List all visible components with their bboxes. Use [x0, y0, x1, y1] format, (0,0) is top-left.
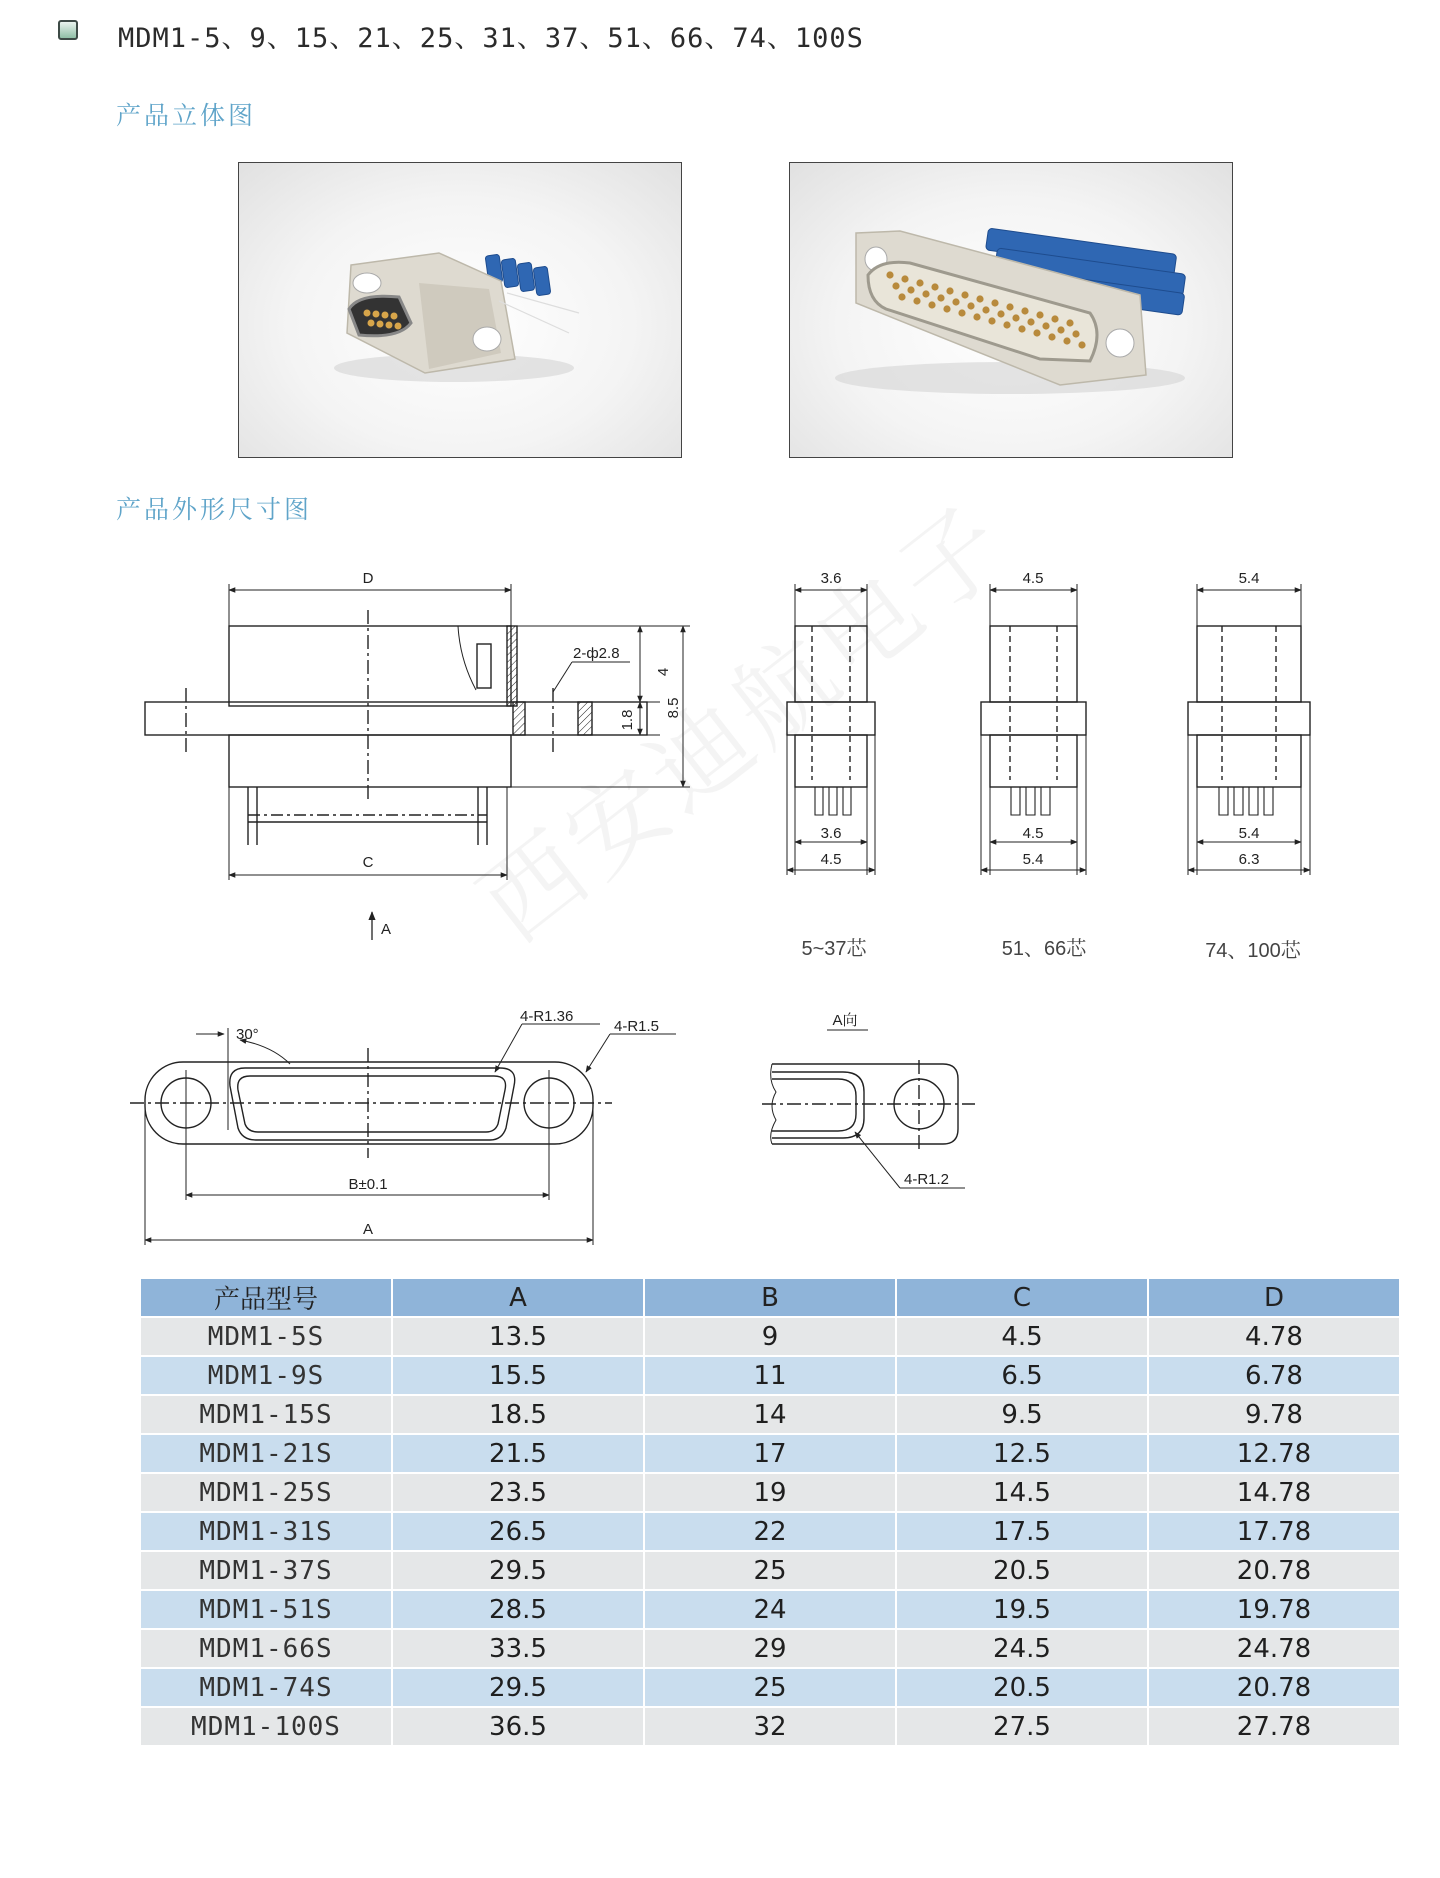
cell-value: 6.5	[897, 1357, 1147, 1396]
cell-model: MDM1-15S	[141, 1396, 391, 1435]
cell-value: 29.5	[393, 1669, 643, 1708]
cell-value: 26.5	[393, 1513, 643, 1552]
a-view-radius-label: 4-R1.2	[904, 1171, 950, 1188]
contact-pin	[943, 305, 950, 312]
cell-model: MDM1-5S	[141, 1318, 391, 1357]
contact-pin	[907, 286, 914, 293]
contact-pin	[931, 283, 938, 290]
cell-value: 25	[645, 1669, 895, 1708]
contact-pin	[958, 309, 965, 316]
table-row	[141, 1435, 1399, 1474]
radius-inner-label: 4-R1.36	[520, 1008, 574, 1025]
ev3-outer-dim: 6.3	[1238, 851, 1260, 868]
contact-pin	[1051, 315, 1058, 322]
contact-pin	[901, 275, 908, 282]
view-arrow-a-label: A	[381, 921, 392, 938]
col-header-b: B	[645, 1279, 895, 1318]
contact-pin	[1033, 329, 1040, 336]
cell-model: MDM1-25S	[141, 1474, 391, 1513]
contact-pin	[1072, 330, 1079, 337]
product-photo-small	[238, 162, 682, 458]
cell-value: 27.78	[1149, 1708, 1399, 1747]
contact-pin	[1027, 318, 1034, 325]
dim-hole-label: 2-ф2.8	[573, 645, 620, 662]
dim-b-label: B±0.1	[348, 1176, 388, 1193]
cell-value: 33.5	[393, 1630, 643, 1669]
cell-value: 15.5	[393, 1357, 643, 1396]
contact-pin	[973, 313, 980, 320]
contact-pin	[928, 301, 935, 308]
cell-value: 4.5	[897, 1318, 1147, 1357]
cell-model: MDM1-51S	[141, 1591, 391, 1630]
cell-value: 12.5	[897, 1435, 1147, 1474]
cell-value: 20.5	[897, 1552, 1147, 1591]
col-header-c: C	[897, 1279, 1147, 1318]
cell-model: MDM1-74S	[141, 1669, 391, 1708]
radius-outer-label: 4-R1.5	[614, 1018, 660, 1035]
cell-model: MDM1-66S	[141, 1630, 391, 1669]
a-view-title: A向	[832, 1012, 858, 1029]
cell-value: 6.78	[1149, 1357, 1399, 1396]
contact-pin	[997, 310, 1004, 317]
contact-pin	[1006, 303, 1013, 310]
cell-value: 24	[645, 1591, 895, 1630]
cell-value: 11	[645, 1357, 895, 1396]
table-row	[141, 1591, 1399, 1630]
dim-4-label: 4	[655, 667, 672, 677]
col-header-a: A	[393, 1279, 643, 1318]
contact-pin	[1021, 307, 1028, 314]
ev3-top-dim: 5.4	[1238, 570, 1260, 587]
cell-value: 9	[645, 1318, 895, 1357]
cell-value: 20.5	[897, 1669, 1147, 1708]
col-header-d: D	[1149, 1279, 1399, 1318]
cell-value: 9.5	[897, 1396, 1147, 1435]
contact-pin	[1063, 337, 1070, 344]
ev1-caption: 5~37芯	[801, 938, 867, 960]
dim-1-8-label: 1.8	[619, 709, 636, 731]
cell-value: 25	[645, 1552, 895, 1591]
contact-pin	[982, 306, 989, 313]
contact-pin	[1018, 325, 1025, 332]
dim-8-5-label: 8.5	[665, 697, 682, 719]
contact-pin	[1078, 341, 1085, 348]
dim-a-label: A	[362, 1221, 374, 1238]
table-row	[141, 1396, 1399, 1435]
cell-value: 17	[645, 1435, 895, 1474]
product-photo-large	[789, 162, 1233, 458]
cell-value: 29	[645, 1630, 895, 1669]
contact-pin	[913, 297, 920, 304]
cell-value: 24.5	[897, 1630, 1147, 1669]
contact-pin	[892, 282, 899, 289]
cell-value: 28.5	[393, 1591, 643, 1630]
ev3-caption: 74、100芯	[1205, 940, 1301, 962]
ev3-inner-dim: 5.4	[1238, 825, 1260, 842]
angle-label: 30°	[236, 1026, 259, 1043]
col-header-model: 产品型号	[141, 1279, 391, 1318]
ev2-outer-dim: 5.4	[1022, 851, 1044, 868]
table-row	[141, 1630, 1399, 1669]
cell-model: MDM1-9S	[141, 1357, 391, 1396]
contact-pin	[922, 290, 929, 297]
drawing-section-label: 产品外形尺寸图	[116, 495, 313, 524]
cell-value: 32	[645, 1708, 895, 1747]
ev2-caption: 51、66芯	[1001, 938, 1087, 960]
cell-value: 19	[645, 1474, 895, 1513]
cell-value: 17.78	[1149, 1513, 1399, 1552]
cell-value: 9.78	[1149, 1396, 1399, 1435]
table-header-row	[141, 1279, 1399, 1318]
contact-pin	[1036, 311, 1043, 318]
table-row	[141, 1357, 1399, 1396]
contact-pin	[1003, 321, 1010, 328]
dimension-drawing	[0, 540, 1440, 1260]
cell-value: 20.78	[1149, 1669, 1399, 1708]
cell-value: 14	[645, 1396, 895, 1435]
cell-value: 19.78	[1149, 1591, 1399, 1630]
cell-value: 20.78	[1149, 1552, 1399, 1591]
contact-pin	[937, 294, 944, 301]
ev1-top-dim: 3.6	[820, 570, 842, 587]
ev1-inner-dim: 3.6	[820, 825, 842, 842]
contact-pin	[946, 287, 953, 294]
contact-pin	[961, 291, 968, 298]
title-bullet-icon	[58, 20, 78, 40]
contact-pin	[886, 271, 893, 278]
contact-pin	[967, 302, 974, 309]
dim-d-label: D	[362, 570, 374, 587]
cell-value: 22	[645, 1513, 895, 1552]
cell-value: 14.5	[897, 1474, 1147, 1513]
cell-value: 24.78	[1149, 1630, 1399, 1669]
cell-value: 13.5	[393, 1318, 643, 1357]
contact-pin	[976, 295, 983, 302]
cell-value: 27.5	[897, 1708, 1147, 1747]
page-title: MDM1-5、9、15、21、25、31、37、51、66、74、100S	[118, 23, 864, 54]
cell-value: 19.5	[897, 1591, 1147, 1630]
contact-pin	[1048, 333, 1055, 340]
contact-pin	[916, 279, 923, 286]
cell-value: 17.5	[897, 1513, 1147, 1552]
cell-value: 12.78	[1149, 1435, 1399, 1474]
contact-pin	[898, 293, 905, 300]
contact-pin	[952, 298, 959, 305]
cell-value: 21.5	[393, 1435, 643, 1474]
cell-model: MDM1-37S	[141, 1552, 391, 1591]
contact-pin	[1057, 326, 1064, 333]
cell-model: MDM1-31S	[141, 1513, 391, 1552]
ev2-inner-dim: 4.5	[1022, 825, 1044, 842]
dimension-table	[139, 1279, 1401, 1747]
ev2-top-dim: 4.5	[1022, 570, 1044, 587]
ev1-outer-dim: 4.5	[820, 851, 842, 868]
table-row	[141, 1669, 1399, 1708]
cell-value: 36.5	[393, 1708, 643, 1747]
contact-pin	[1042, 322, 1049, 329]
table-row	[141, 1552, 1399, 1591]
photos-section-label: 产品立体图	[116, 101, 257, 130]
contact-pin	[988, 317, 995, 324]
contact-pin	[991, 299, 998, 306]
dim-c-label: C	[362, 854, 374, 871]
cell-model: MDM1-21S	[141, 1435, 391, 1474]
cell-model: MDM1-100S	[141, 1708, 391, 1747]
cell-value: 4.78	[1149, 1318, 1399, 1357]
contact-pin	[1012, 314, 1019, 321]
contact-pin	[1066, 319, 1073, 326]
cell-value: 23.5	[393, 1474, 643, 1513]
table-row	[141, 1474, 1399, 1513]
cell-value: 14.78	[1149, 1474, 1399, 1513]
table-row	[141, 1318, 1399, 1357]
cell-value: 29.5	[393, 1552, 643, 1591]
cell-value: 18.5	[393, 1396, 643, 1435]
table-row	[141, 1513, 1399, 1552]
table-row	[141, 1708, 1399, 1747]
